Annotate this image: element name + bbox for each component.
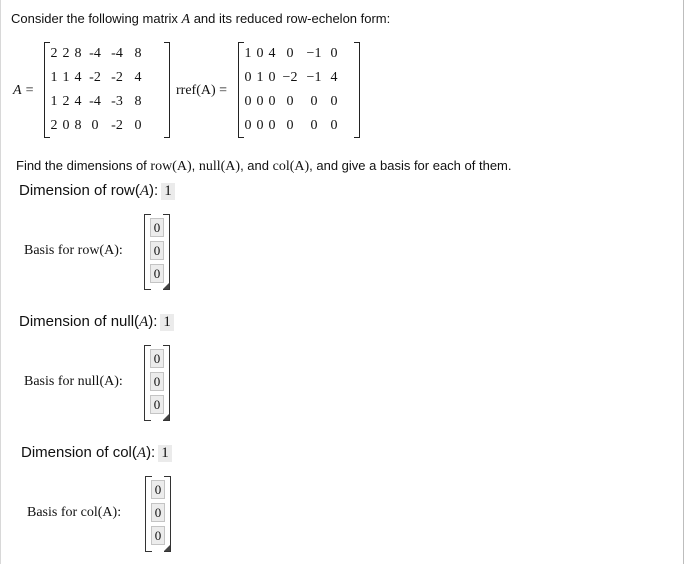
null-dimension-close: ): — [148, 313, 158, 330]
matrix-a-label — [13, 83, 34, 99]
question-math: col(A) — [272, 159, 310, 174]
matrix-rref-row — [238, 66, 360, 90]
matrix-a-cell: -4 — [89, 94, 101, 109]
matrix-a-cell: -2 — [111, 118, 123, 133]
null-dimension-answer[interactable]: 1 — [160, 314, 174, 331]
matrix-a-cell: 2 — [62, 94, 70, 109]
intro-text-part: Consider the following matrix — [11, 11, 182, 26]
matrix-a-cell: 4 — [134, 70, 142, 85]
col-basis-right-bracket — [164, 476, 171, 552]
matrix-a-cell: 8 — [134, 94, 142, 109]
matrix-a-cell: 0 — [134, 118, 142, 133]
null-dimension-var: A — [139, 314, 149, 330]
matrix-rref-cell: 0 — [256, 118, 264, 133]
matrix-rref-row — [238, 42, 360, 66]
row-dimension-var: A — [139, 183, 150, 199]
basis-entry-input[interactable]: 0 — [150, 395, 164, 414]
matrix-rref-cell: 0 — [256, 46, 264, 61]
matrix-rref-cell: 0 — [286, 94, 294, 109]
matrix-rref-cell: 0 — [268, 118, 276, 133]
matrix-a-cell: 1 — [50, 94, 58, 109]
matrix-rref-cell: 0 — [244, 118, 252, 133]
null-basis-resize-handle[interactable] — [163, 414, 169, 420]
matrix-a-row — [44, 66, 170, 90]
col-dimension-label — [21, 444, 172, 462]
null-basis-label: Basis for null(A): — [24, 374, 123, 389]
matrix-rref-label-text: rref(A) = — [176, 83, 228, 98]
basis-entry-input[interactable]: 0 — [151, 480, 165, 499]
left-border — [0, 0, 1, 564]
matrix-a-label-text: A = — [13, 83, 35, 98]
basis-entry-input[interactable]: 0 — [150, 372, 164, 391]
matrix-a-cell: 4 — [74, 70, 82, 85]
question-part: , and give a basis for each of them. — [309, 158, 512, 173]
row-dimension-label — [19, 182, 175, 200]
matrix-rref-cell: 0 — [310, 118, 318, 133]
matrix-rref-cell: 0 — [268, 70, 276, 85]
matrix-rref-cell: 0 — [286, 46, 294, 61]
intro-text-part: and its reduced row-echelon form: — [190, 11, 391, 26]
matrix-a-cell: 2 — [62, 46, 70, 61]
question-part: Find the dimensions of — [16, 158, 151, 173]
basis-entry-input[interactable]: 0 — [151, 526, 165, 545]
matrix-rref-cell: 0 — [330, 118, 338, 133]
question-text — [16, 158, 512, 175]
question-part: , — [191, 158, 199, 173]
null-dimension-text: Dimension of null( — [19, 313, 140, 330]
matrix-rref-cell: 0 — [256, 94, 264, 109]
matrix-rref-cell: 4 — [330, 70, 338, 85]
matrix-a-cell: -3 — [111, 94, 123, 109]
col-dimension-close: ): — [146, 444, 156, 461]
basis-entry-input[interactable]: 0 — [151, 503, 165, 522]
matrix-rref-cell: 0 — [286, 118, 294, 133]
matrix-a-cell: -4 — [111, 46, 123, 61]
row-basis-vector[interactable] — [144, 214, 170, 290]
matrix-a-cell: -4 — [89, 46, 101, 61]
matrix-rref-row — [238, 114, 360, 138]
matrix-a-cell: 8 — [134, 46, 142, 61]
null-basis-right-bracket — [163, 345, 170, 421]
col-basis-vector[interactable] — [145, 476, 171, 552]
row-basis-resize-handle[interactable] — [163, 283, 169, 289]
intro-text — [11, 11, 390, 28]
question-math: row(A) — [150, 159, 192, 174]
matrix-rref-cell: −2 — [282, 70, 298, 85]
matrix-a-cell: -2 — [89, 70, 101, 85]
matrix-rref — [238, 42, 360, 138]
basis-entry-input[interactable]: 0 — [150, 218, 164, 237]
matrix-a-cell: 2 — [50, 118, 58, 133]
matrix-rref-cell: −1 — [306, 46, 322, 61]
matrix-a-row — [44, 42, 170, 66]
matrix-a-cell: 1 — [50, 70, 58, 85]
matrix-rref-cell: 1 — [256, 70, 264, 85]
matrix-rref-cell: 0 — [268, 94, 276, 109]
matrix-variable: A — [181, 12, 191, 27]
matrix-rref-cell: 4 — [268, 46, 276, 61]
question-part: , and — [240, 158, 273, 173]
null-basis-vector[interactable] — [144, 345, 170, 421]
col-dimension-answer[interactable]: 1 — [158, 445, 172, 462]
right-border — [683, 0, 684, 564]
matrix-a-cell: 0 — [91, 118, 99, 133]
matrix-rref-cell: 1 — [244, 46, 252, 61]
matrix-a-cell: 1 — [62, 70, 70, 85]
row-dimension-close: ): — [149, 182, 159, 199]
matrix-rref-label — [176, 83, 227, 99]
matrix-a-cell: 4 — [74, 94, 82, 109]
matrix-a-row — [44, 90, 170, 114]
row-basis-label: Basis for row(A): — [24, 243, 123, 258]
question-math: null(A) — [198, 159, 241, 174]
matrix-a-row — [44, 114, 170, 138]
matrix-rref-cell: 0 — [244, 94, 252, 109]
basis-entry-input[interactable]: 0 — [150, 264, 164, 283]
col-dimension-var: A — [136, 445, 147, 461]
row-dimension-text: Dimension of row( — [19, 182, 140, 199]
matrix-a-cell: 0 — [62, 118, 70, 133]
matrix-rref-cell: 0 — [330, 46, 338, 61]
matrix-rref-cell: 0 — [244, 70, 252, 85]
matrix-rref-row — [238, 90, 360, 114]
basis-entry-input[interactable]: 0 — [150, 241, 164, 260]
matrix-a-cell: 8 — [74, 46, 82, 61]
matrix-a-cell: -2 — [111, 70, 123, 85]
basis-entry-input[interactable]: 0 — [150, 349, 164, 368]
matrix-a-cell: 2 — [50, 46, 58, 61]
row-basis-right-bracket — [163, 214, 170, 290]
matrix-a — [44, 42, 170, 138]
matrix-rref-cell: 0 — [330, 94, 338, 109]
col-basis-resize-handle[interactable] — [164, 545, 170, 551]
row-dimension-answer[interactable]: 1 — [161, 183, 175, 200]
col-dimension-text: Dimension of col( — [21, 444, 137, 461]
matrix-rref-cell: 0 — [310, 94, 318, 109]
matrix-rref-cell: −1 — [306, 70, 322, 85]
matrix-a-cell: 8 — [74, 118, 82, 133]
null-dimension-label — [19, 313, 174, 331]
col-basis-label: Basis for col(A): — [27, 505, 122, 520]
